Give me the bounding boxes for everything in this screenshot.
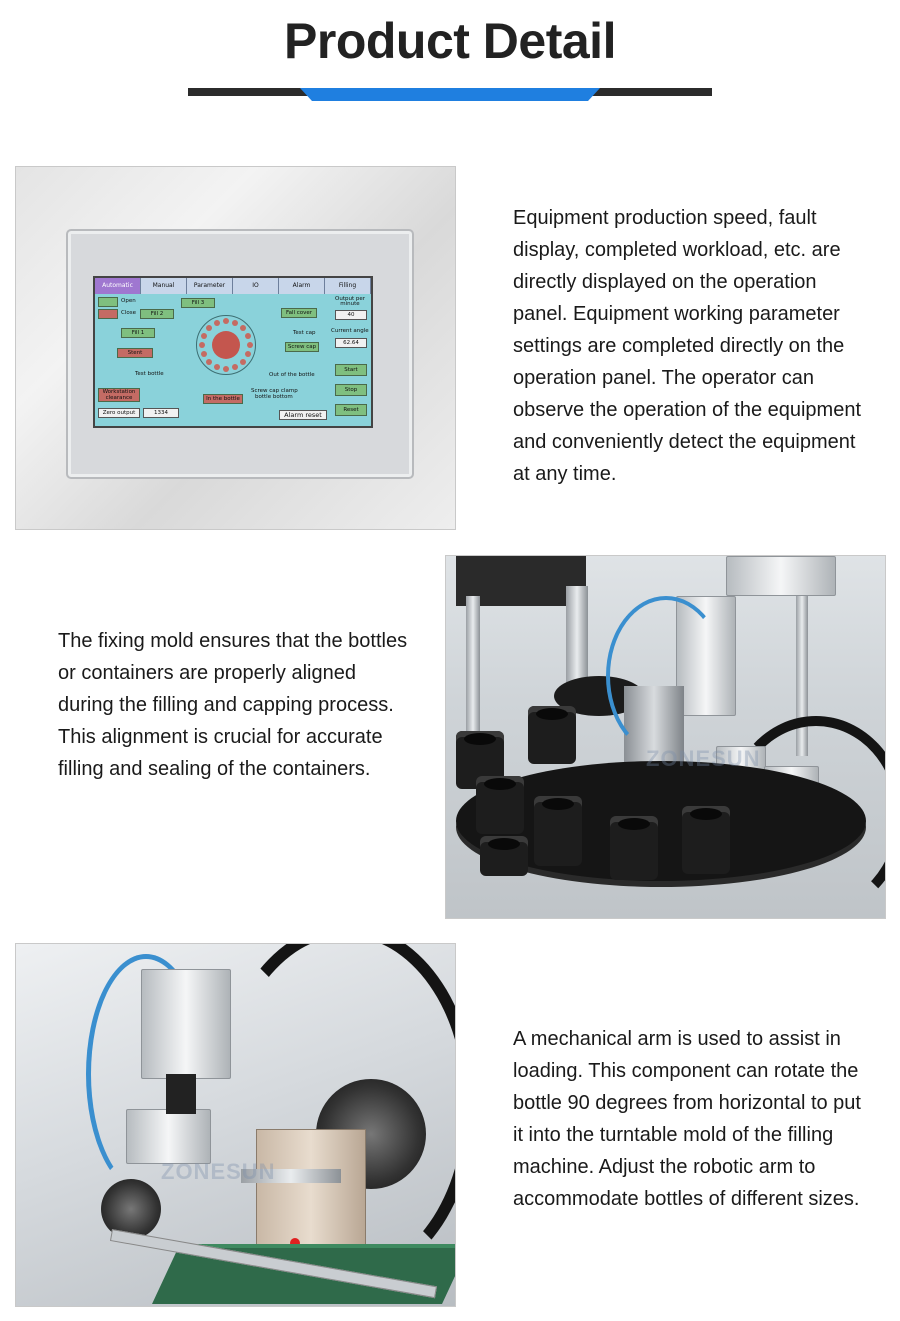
hmi-station-dot — [223, 366, 229, 372]
hmi-screen — [93, 276, 373, 428]
hmi-tab-io: IO — [233, 278, 279, 294]
hmi-close-indicator — [98, 309, 118, 319]
section-1-description: Equipment production speed, fault display, completed workload, etc. are directly displayed on the operation panel. Equipment working parameter settings are completed directly on the operation panel. The operator can observe the operation of the equipment and conveniently detect the equipment at any time. — [513, 207, 862, 485]
turntable-mold-photo — [445, 555, 886, 919]
hmi-station-dot — [201, 351, 207, 357]
mechanical-arm-photo — [15, 943, 456, 1307]
title-accent-bar — [300, 88, 600, 101]
hmi-stent: Stent — [117, 348, 153, 358]
hmi-fill1: Fill 1 — [121, 328, 155, 338]
hmi-start-button: Start — [335, 364, 367, 376]
operation-panel-photo — [15, 166, 456, 530]
fixing-mold — [534, 796, 582, 866]
fixing-mold — [610, 816, 658, 880]
hmi-station-dot — [245, 333, 251, 339]
hmi-station-dot — [232, 320, 238, 326]
hmi-test-cap-label: Test cap — [293, 330, 316, 336]
hmi-dial-core — [212, 331, 240, 359]
hmi-screw-cap-clamp-label: Screw cap clamp — [251, 388, 298, 394]
hmi-stop-button: Stop — [335, 384, 367, 396]
rotary-cylinder — [126, 1109, 211, 1164]
hmi-test-bottle-label: Test bottle — [135, 371, 164, 377]
watermark: ZONESUN — [646, 746, 761, 771]
hmi-close-label: Close — [121, 310, 136, 316]
hmi-reset-button: Reset — [335, 404, 367, 416]
hmi-output-value: 40 — [335, 310, 367, 320]
hmi-tab-alarm: Alarm — [279, 278, 325, 294]
pulley-wheel — [101, 1179, 161, 1239]
hmi-output-per-minute-label: Output per minute — [335, 296, 365, 307]
hmi-station-dot — [206, 359, 212, 365]
hmi-station-dot — [206, 325, 212, 331]
hmi-tab-filling: Filling — [325, 278, 371, 294]
hmi-station-dot — [223, 318, 229, 324]
hmi-out-of-bottle-label: Out of the bottle — [269, 372, 315, 378]
top-cylinder-assembly — [726, 556, 836, 596]
hmi-in-the-bottle: In the bottle — [203, 394, 243, 404]
hmi-alarm-reset-button: Alarm reset — [279, 410, 327, 420]
hmi-open-label: Open — [121, 298, 136, 304]
hmi-fall-cover: Fall cover — [281, 308, 317, 318]
hmi-tab-manual: Manual — [141, 278, 187, 294]
hmi-station-dot — [240, 359, 246, 365]
vertical-cylinder — [141, 969, 231, 1079]
hmi-zero-output-button: Zero output — [98, 408, 140, 418]
fixing-mold — [682, 806, 730, 874]
mounting-bracket — [256, 1129, 366, 1249]
hmi-station-dot — [201, 333, 207, 339]
hmi-workstation-clearance: Workstation clearance — [98, 388, 140, 402]
hmi-screw-cap: Screw cap — [285, 342, 319, 352]
hmi-current-angle-label: Current angle — [331, 328, 369, 334]
fixing-mold — [528, 706, 576, 764]
hmi-station-dot — [240, 325, 246, 331]
hmi-station-dot — [199, 342, 205, 348]
gripper-jaw — [166, 1074, 196, 1114]
hmi-angle-value: 62.64 — [335, 338, 367, 348]
hmi-open-indicator — [98, 297, 118, 307]
watermark: ZONESUN — [161, 1159, 276, 1184]
pneumatic-hose — [606, 596, 726, 756]
hmi-tab-automatic: Automatic — [95, 278, 141, 294]
fixing-mold — [480, 836, 528, 876]
section-2-description: The fixing mold ensures that the bottles or containers are properly aligned during the filling and capping process. This alignment is crucial for accurate filling and sealing of the containers. — [58, 630, 408, 780]
hmi-station-dot — [214, 364, 220, 370]
hmi-station-dot — [247, 342, 253, 348]
hmi-bottle-bottom-label: bottle bottom — [255, 394, 293, 400]
fixing-mold — [476, 776, 524, 834]
hmi-zero-output-value: 1334 — [143, 408, 179, 418]
hmi-tab-bar — [95, 278, 371, 294]
hmi-station-dot — [214, 320, 220, 326]
hmi-fill2: Fill 2 — [140, 309, 174, 319]
hmi-fill3: Fill 3 — [181, 298, 215, 308]
section-3-description: A mechanical arm is used to assist in loading. This component can rotate the bottle 90 degrees from horizontal to put it into the turntable mold of the filling machine. Adjust the robotic arm to accommodate bottles of different sizes. — [513, 1028, 861, 1210]
hmi-tab-parameter: Parameter — [187, 278, 233, 294]
page-title: Product Detail — [284, 13, 616, 69]
